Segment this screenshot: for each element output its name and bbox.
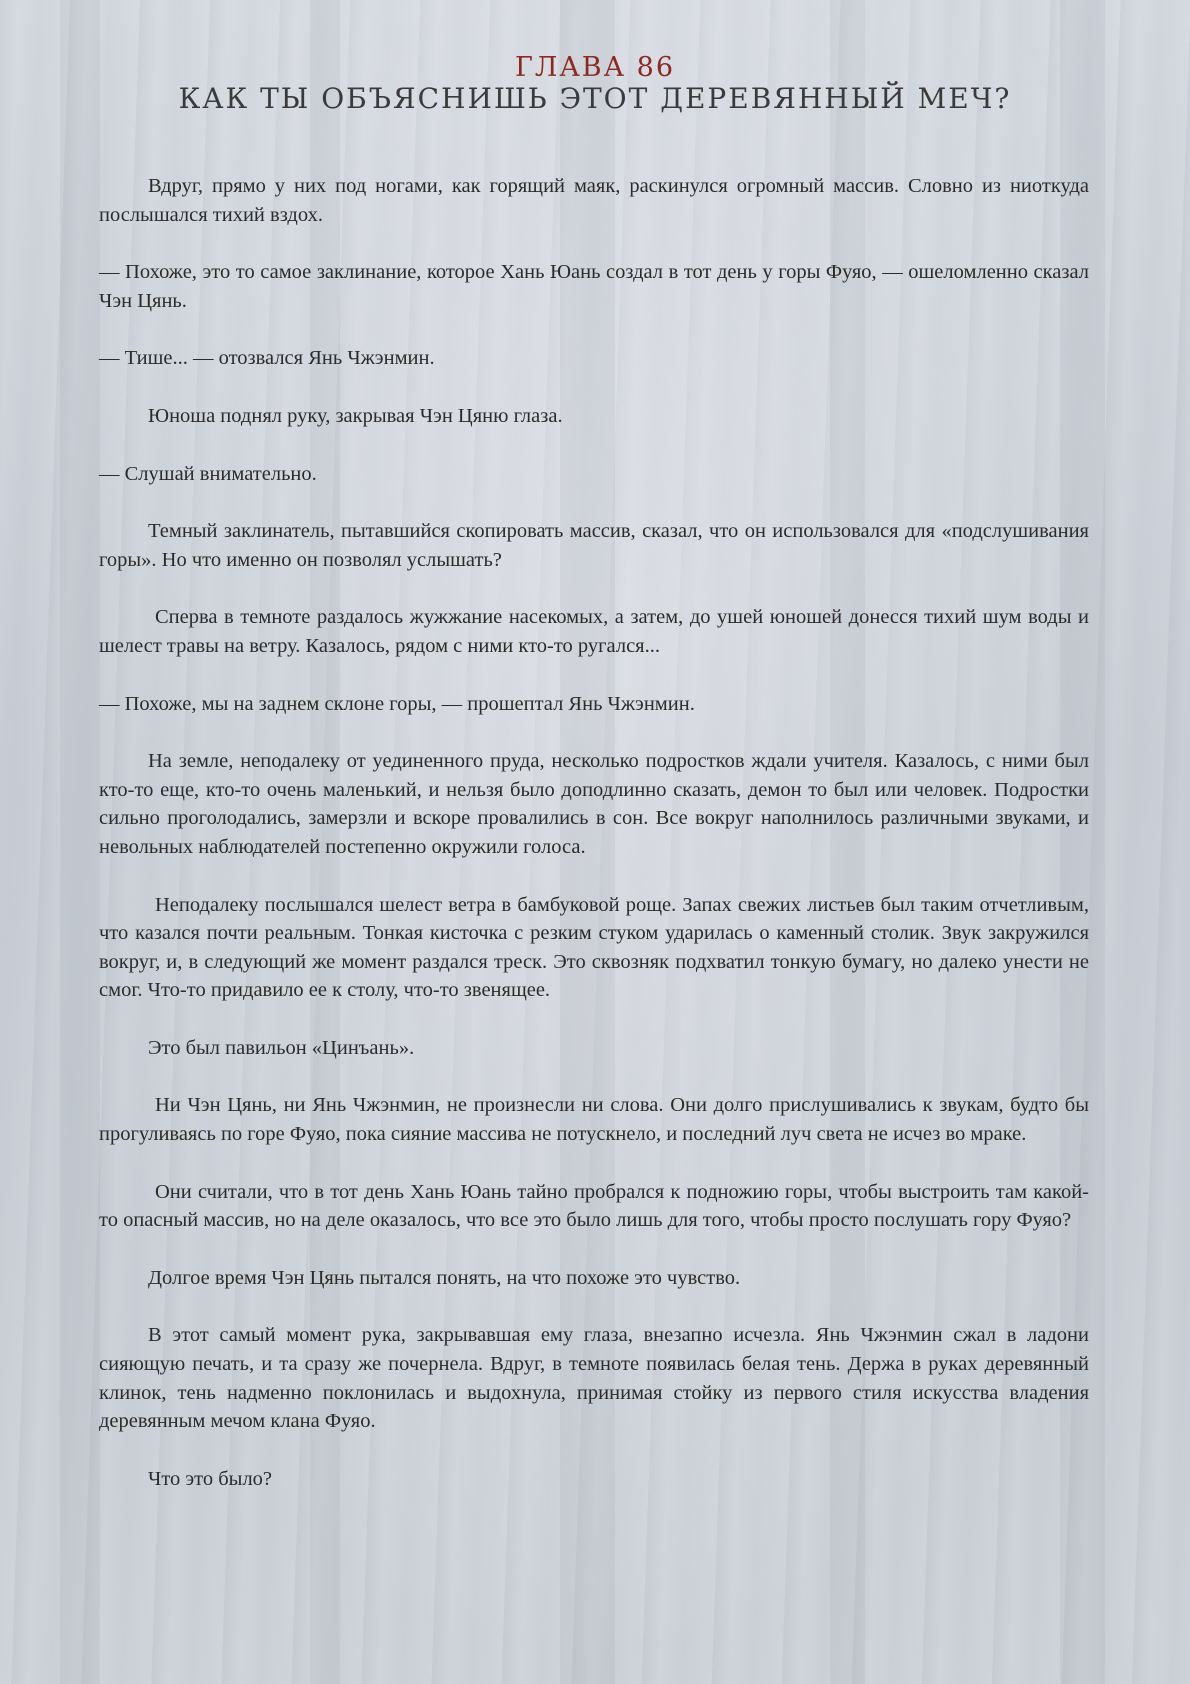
paragraph: Что это было? [148,1467,273,1490]
paragraph: — Слушай внимательно. [99,462,317,485]
paragraph: На земле, неподалеку от уединенного пруда, несколько подростков ждали учителя. Казалось, с ними был кто-то еще, кто-то очень маленький, и нельзя было доподлинно сказать, демон то был или человек. Подростки сильно проголодались, замерзли и вскоре провалились в сон. Все вокруг наполнилось различными звуками, и невольных наблюдателей постепенно окружили голоса. [99,750,1089,858]
background-streak [60,0,100,1684]
paragraph: Ни Чэн Цянь, ни Янь Чжэнмин, не произнесли ни слова. Они долго прислушивались к звукам, будто бы прогуливаясь по горе Фуяо, пока сияние массива не потускнело, и последний луч света не исчез во мраке. [99,1094,1089,1146]
paragraph: — Тише... — отозвался Янь Чжэнмин. [99,347,435,370]
paragraph: Неподалеку послышался шелест ветра в бамбуковой роще. Запах свежих листьев был таким отчетливым, что казался почти реальным. Тонкая кисточка с резким стуком ударилась о каменный столик. Звук закружился вокруг, и, в следующий же момент раздался треск. Это сквозняк подхватил тонкую бумагу, но далеко унести не смог. Что-то придавило ее к столу, что-то звенящее. [99,893,1089,1002]
paragraph: В этот самый момент рука, закрывавшая ему глаза, внезапно исчезла. Янь Чжэнмин сжал в ладони сияющую печать, и та сразу же почернела. Вдруг, в темноте появилась белая тень. Держа в руках деревянный клинок, тень надменно поклонилась и выдохнула, принимая стойку из первого стиля искусства владения деревянным мечом клана Фуяо. [99,1324,1089,1433]
paragraph: Долгое время Чэн Цянь пытался понять, на что похоже это чувство. [148,1266,741,1289]
paragraph: — Похоже, мы на заднем склоне горы, — прошептал Янь Чжэнмин. [99,692,695,715]
paragraph: Вдруг, прямо у них под ногами, как горящий маяк, раскинулся огромный массив. Словно из ниоткуда послышался тихий вздох. [99,175,1089,226]
paragraph: — Похоже, это то самое заклинание, которое Хань Юань создал в тот день у горы Фуяо, — ошеломленно сказал Чэн Цянь. [99,261,1089,312]
chapter-title: КАК ТЫ ОБЪЯСНИШЬ ЭТОТ ДЕРЕВЯННЫЙ МЕЧ? [178,82,1012,115]
chapter-heading: ГЛАВА 86 [514,52,676,83]
paragraph: Это был павильон «Цинъань». [148,1036,415,1059]
chapter-body [99,172,1089,1522]
paragraph: Сперва в темноте раздалось жужжание насекомых, а затем, до ушей юношей донесся тихий шум воды и шелест травы на ветру. Казалось, рядом с ними кто-то ругался... [99,606,1089,657]
paragraph: Они считали, что в тот день Хань Юань тайно пробрался к подножию горы, чтобы выстроить там какой-то опасный массив, но на деле оказалось, что все это было лишь для того, чтобы просто послушать гору Фуяо? [99,1180,1089,1232]
paragraph: Юноша поднял руку, закрывая Чэн Цяню глаза. [148,404,563,427]
paragraph: Темный заклинатель, пытавшийся скопировать массив, сказал, что он использовался для «подслушивания горы». Но что именно он позволял услышать? [99,520,1089,571]
